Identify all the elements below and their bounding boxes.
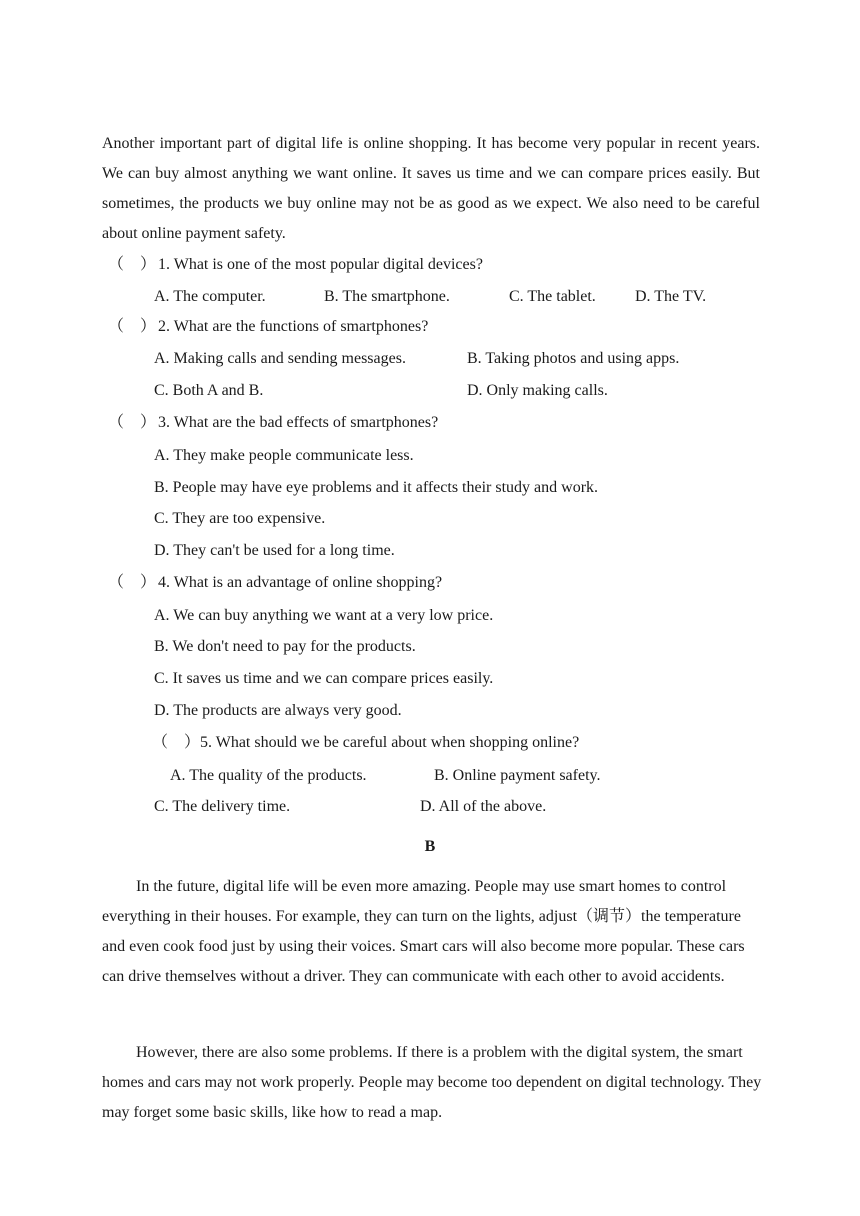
option-a: A. The computer. <box>154 288 266 305</box>
option-d: D. All of the above. <box>420 798 547 815</box>
option-a: A. We can buy anything we want at a very low price. <box>154 607 494 624</box>
question-3 <box>108 413 438 433</box>
question-stem: 4. What is an advantage of online shopping? <box>158 574 443 591</box>
option-b: B. Online payment safety. <box>434 767 601 784</box>
option-c: C. It saves us time and we can compare prices easily. <box>154 670 494 687</box>
option-d: D. Only making calls. <box>467 382 608 399</box>
option-d: D. The products are always very good. <box>154 702 402 719</box>
answer-paren[interactable]: （ ） <box>108 318 157 335</box>
passage-b-paragraph-1: In the future, digital life will be even more amazing. People may use smart homes to control everything in their houses. For example, they can turn on the lights, adjust（调节）the temperature and even cook food just by using their voices. Smart cars will also become more popular. These cars can drive themselves without a driver. They can communicate with each other to avoid accidents. <box>102 878 745 985</box>
answer-paren[interactable]: （ ） <box>108 414 157 431</box>
passage-a-paragraph: Another important part of digital life is online shopping. It has become very popular in recent years. We can buy almost anything we want online. It saves us time and we can compare prices easily. But sometimes, the products we buy online may not be as good as we expect. We also need to be careful about online payment safety. <box>102 135 760 242</box>
option-a: A. The quality of the products. <box>170 767 367 784</box>
question-2 <box>108 317 428 337</box>
option-b: B. People may have eye problems and it affects their study and work. <box>154 479 599 496</box>
passage-b-paragraph-2: However, there are also some problems. If there is a problem with the digital system, the smart homes and cars may not work properly. People may become too dependent on digital technology. They may forget some basic skills, like how to read a map. <box>102 1044 762 1121</box>
answer-paren[interactable]: （ ） <box>108 256 157 273</box>
question-stem: 5. What should we be careful about when shopping online? <box>200 734 580 751</box>
option-a: A. Making calls and sending messages. <box>154 350 406 367</box>
question-stem: 2. What are the functions of smartphones? <box>158 318 429 335</box>
question-stem: 3. What are the bad effects of smartphones? <box>158 414 439 431</box>
option-c: C. The delivery time. <box>154 798 291 815</box>
option-a: A. They make people communicate less. <box>154 447 414 464</box>
section-title: B <box>424 838 436 855</box>
option-b: B. We don't need to pay for the products. <box>154 638 416 655</box>
answer-paren[interactable]: （ ） <box>108 574 157 591</box>
option-c: C. The tablet. <box>509 288 596 305</box>
question-stem: 1. What is one of the most popular digital devices? <box>158 256 483 273</box>
question-4 <box>108 573 442 593</box>
answer-paren[interactable]: （ ） <box>152 734 201 751</box>
question-1 <box>108 255 483 275</box>
option-c: C. They are too expensive. <box>154 510 326 527</box>
option-c: C. Both A and B. <box>154 382 264 399</box>
option-b: B. The smartphone. <box>324 288 450 305</box>
option-b: B. Taking photos and using apps. <box>467 350 680 367</box>
option-d: D. They can't be used for a long time. <box>154 542 395 559</box>
question-5 <box>152 733 579 753</box>
option-d: D. The TV. <box>635 288 707 305</box>
